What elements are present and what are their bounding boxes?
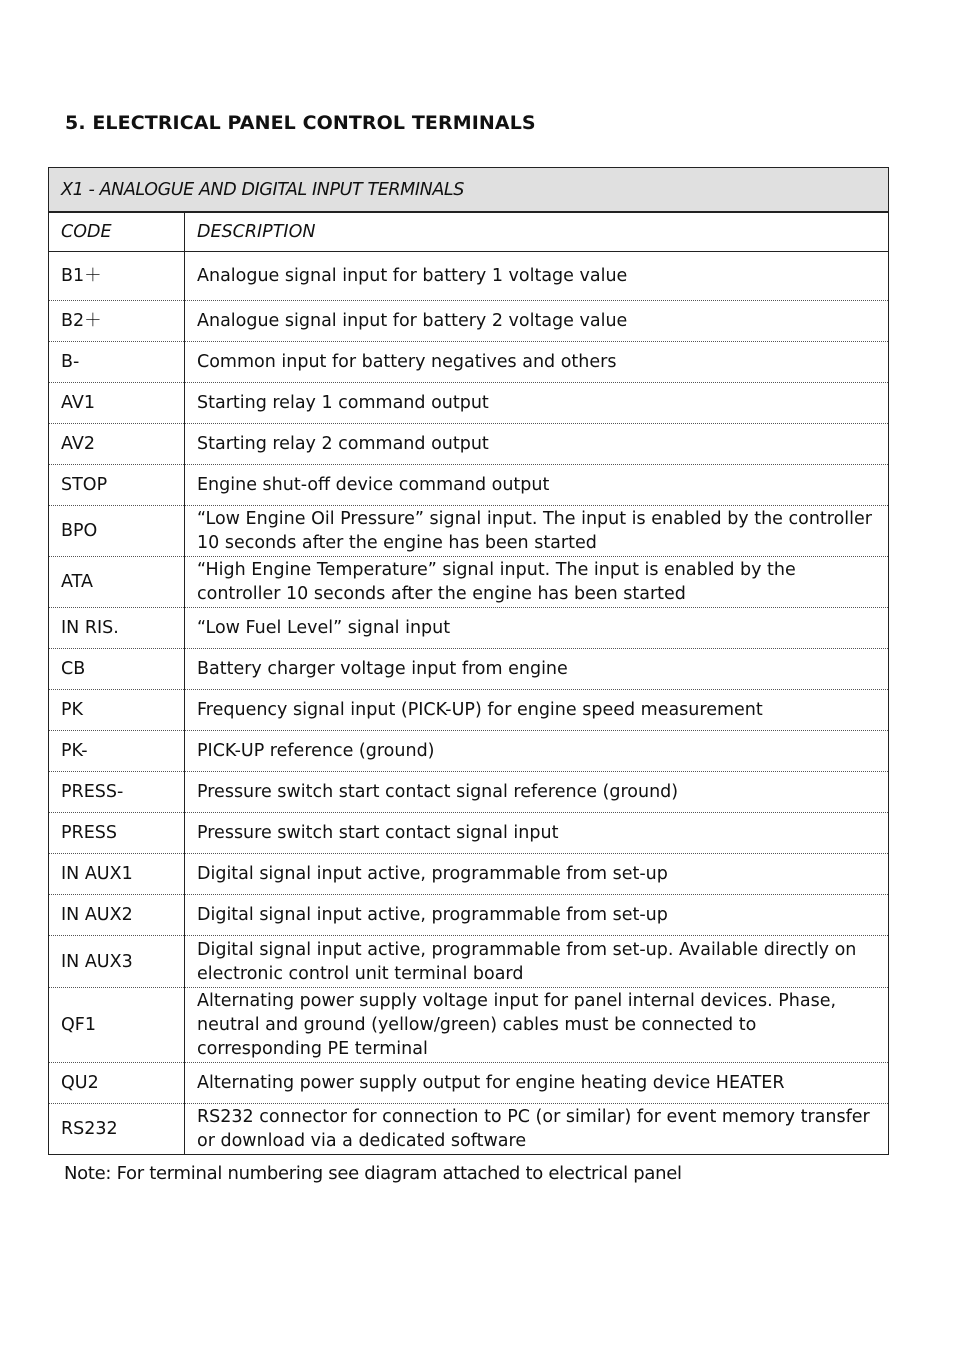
terminal-code: AV1 [49, 383, 185, 424]
terminal-code: BPO [49, 506, 185, 557]
table-row [49, 895, 889, 936]
terminal-description: Starting relay 1 command output [185, 383, 889, 424]
terminal-description: Frequency signal input (PICK-UP) for engine speed measurement [185, 690, 889, 731]
terminal-code: STOP [49, 465, 185, 506]
terminal-code: QF1 [49, 988, 185, 1063]
terminal-description: RS232 connector for connection to PC (or similar) for event memory transfer or download via a dedicated software [185, 1104, 889, 1155]
terminal-code: ATA [49, 557, 185, 608]
table-row [49, 1063, 889, 1104]
table-row [49, 608, 889, 649]
terminal-description: Alternating power supply output for engine heating device HEATER [185, 1063, 889, 1104]
terminal-description: Engine shut-off device command output [185, 465, 889, 506]
terminal-description: Battery charger voltage input from engine [185, 649, 889, 690]
terminal-description: “Low Engine Oil Pressure” signal input. The input is enabled by the controller 10 seconds after the engine has been started [185, 506, 889, 557]
table-row [49, 649, 889, 690]
column-header-description: DESCRIPTION [185, 212, 889, 252]
table-row [49, 772, 889, 813]
terminal-code: IN AUX1 [49, 854, 185, 895]
terminal-description: Analogue signal input for battery 1 voltage value [185, 252, 889, 301]
table-row [49, 342, 889, 383]
table-row [49, 424, 889, 465]
terminal-description: Digital signal input active, programmable from set-up. Available directly on electronic control unit terminal board [185, 936, 889, 988]
terminal-description: “Low Fuel Level” signal input [185, 608, 889, 649]
terminal-code: AV2 [49, 424, 185, 465]
terminal-description: PICK-UP reference (ground) [185, 731, 889, 772]
table-title: X1 - ANALOGUE AND DIGITAL INPUT TERMINALS [49, 168, 889, 213]
table-row [49, 383, 889, 424]
table-row [49, 731, 889, 772]
terminal-code: QU2 [49, 1063, 185, 1104]
terminal-description: Pressure switch start contact signal input [185, 813, 889, 854]
terminal-code: PRESS [49, 813, 185, 854]
terminals-table [48, 167, 889, 1155]
terminal-description: “High Engine Temperature” signal input. The input is enabled by the controller 10 seconds after the engine has been started [185, 557, 889, 608]
terminal-code: IN AUX3 [49, 936, 185, 988]
terminal-code: PRESS- [49, 772, 185, 813]
column-header-code: CODE [49, 212, 185, 252]
column-header-row [49, 212, 889, 252]
terminal-description: Analogue signal input for battery 2 voltage value [185, 301, 889, 342]
table-row [49, 506, 889, 557]
terminal-code: PK [49, 690, 185, 731]
table-row [49, 813, 889, 854]
terminal-description: Common input for battery negatives and others [185, 342, 889, 383]
terminal-description: Pressure switch start contact signal reference (ground) [185, 772, 889, 813]
section-title: 5. ELECTRICAL PANEL CONTROL TERMINALS [65, 112, 536, 134]
footnote: Note: For terminal numbering see diagram attached to electrical panel [64, 1163, 682, 1184]
table-row [49, 465, 889, 506]
table-row [49, 557, 889, 608]
table-row [49, 301, 889, 342]
terminal-description: Digital signal input active, programmable from set-up [185, 895, 889, 936]
terminal-code: PK- [49, 731, 185, 772]
table-row [49, 252, 889, 301]
table-title-row [49, 168, 889, 213]
table-row [49, 690, 889, 731]
terminals-table-body [49, 168, 889, 1155]
terminal-description: Alternating power supply voltage input for panel internal devices. Phase, neutral and ground (yellow/green) cables must be connected to corresponding PE terminal [185, 988, 889, 1063]
table-row [49, 854, 889, 895]
terminal-code: CB [49, 649, 185, 690]
table-row [49, 936, 889, 988]
terminal-description: Digital signal input active, programmable from set-up [185, 854, 889, 895]
terminal-description: Starting relay 2 command output [185, 424, 889, 465]
terminal-code: RS232 [49, 1104, 185, 1155]
terminal-code: IN AUX2 [49, 895, 185, 936]
terminal-code: IN RIS. [49, 608, 185, 649]
terminal-code: B2＋ [49, 301, 185, 342]
table-row [49, 988, 889, 1063]
terminal-code: B1＋ [49, 252, 185, 301]
terminal-code: B- [49, 342, 185, 383]
table-row [49, 1104, 889, 1155]
